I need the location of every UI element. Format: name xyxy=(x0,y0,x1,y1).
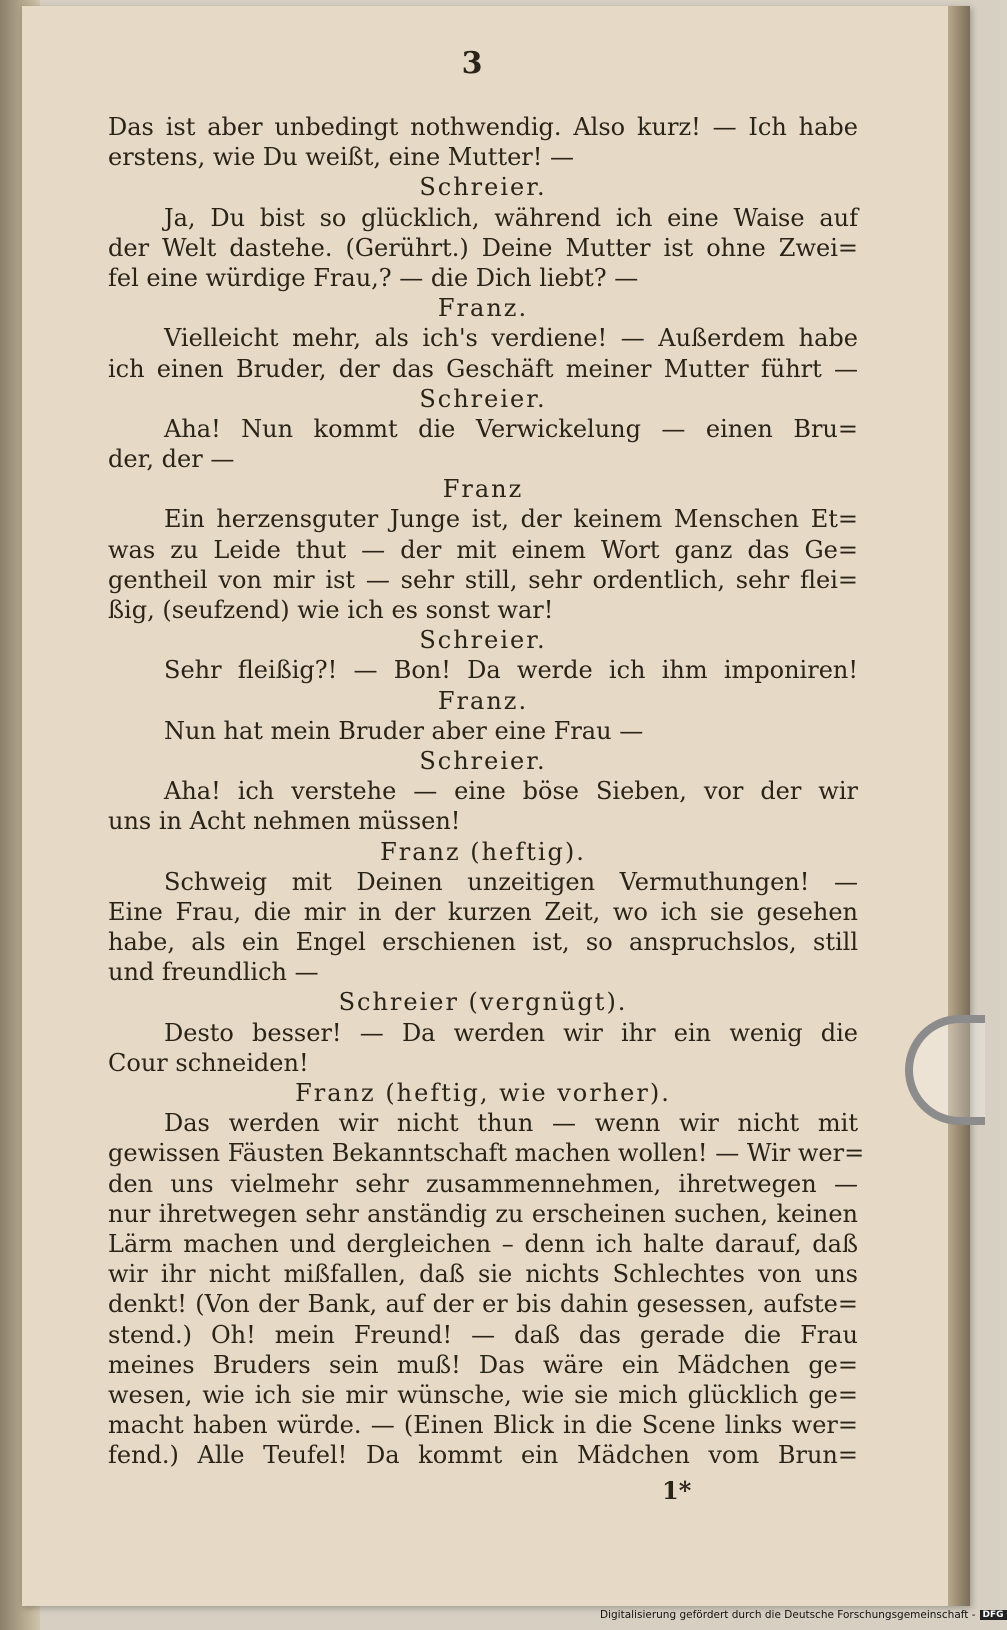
text-line: und freundlich — xyxy=(108,958,319,987)
text-line: Das werden wir nicht thun — wenn wir nicht mit xyxy=(164,1109,858,1138)
speaker-name: Franz xyxy=(442,475,524,504)
speaker-name: Schreier. xyxy=(419,746,547,775)
page-edge xyxy=(948,6,970,1606)
text-line: wir ihr nicht mißfallen, daß sie nichts Schlechtes von uns xyxy=(108,1260,858,1289)
text-line: gewissen Fäusten Bekanntschaft machen wollen! — Wir wer= xyxy=(108,1139,865,1168)
text-line: Desto besser! — Da werden wir ihr ein wenig die xyxy=(164,1018,858,1047)
text-line: Sehr fleißig?! — Bon! Da werde ich ihm imponiren! xyxy=(164,656,858,685)
speaker-name: Franz. xyxy=(437,686,529,715)
text-line: ßig, (seufzend) wie ich es sonst war! xyxy=(108,596,554,624)
book-page xyxy=(22,6,970,1606)
page-text-block xyxy=(108,112,865,1470)
speaker-name: Franz (heftig, wie vorher). xyxy=(295,1079,671,1107)
text-line: Aha! ich verstehe — eine böse Sieben, vor der wir xyxy=(164,777,858,806)
digitization-credit xyxy=(600,1609,1004,1627)
text-line: der, der — xyxy=(108,445,235,474)
speaker-name: Schreier (vergnügt). xyxy=(338,988,628,1017)
text-line: denkt! (Von der Bank, auf der er bis dahin gesessen, aufste= xyxy=(108,1290,858,1319)
text-line: Lärm machen und dergleichen – denn ich halte darauf, daß xyxy=(108,1229,858,1258)
speaker-name: Schreier. xyxy=(419,626,547,655)
text-line: wesen, wie ich sie mir wünsche, wie sie mich glücklich ge= xyxy=(108,1380,858,1409)
text-line: habe, als ein Engel erschienen ist, so anspruchslos, still xyxy=(108,928,858,957)
text-line: fel eine würdige Frau,? — die Dich liebt? — xyxy=(108,263,639,292)
text-line: nur ihretwegen sehr anständig zu erscheinen suchen, keinen xyxy=(108,1199,858,1228)
text-line: Eine Frau, die mir in der kurzen Zeit, wo ich sie gesehen xyxy=(108,897,858,926)
signature-mark: 1* xyxy=(662,1476,692,1505)
text-line: Ein herzensguter Junge ist, der keinem Menschen Et= xyxy=(164,505,858,534)
text-line: der Welt dastehe. (Gerührt.) Deine Mutter ist ohne Zwei= xyxy=(108,233,858,262)
text-line: fend.) Alle Teufel! Da kommt ein Mädchen vom Brun= xyxy=(108,1441,858,1470)
text-line: den uns vielmehr sehr zusammennehmen, ihretwegen — xyxy=(108,1169,858,1198)
text-line: Nun hat mein Bruder aber eine Frau — xyxy=(164,716,644,745)
text-line: Cour schneiden! xyxy=(108,1048,309,1077)
speaker-name: Franz. xyxy=(437,294,529,323)
text-line: Vielleicht mehr, als ich's verdiene! — Außerdem habe xyxy=(164,324,858,353)
text-line: uns in Acht nehmen müssen! xyxy=(108,807,461,836)
credit-text: Digitalisierung gefördert durch die Deutsche Forschungsgemeinschaft - xyxy=(600,1609,976,1621)
text-line: erstens, wie Du weißt, eine Mutter! — xyxy=(108,143,575,172)
page-number: 3 xyxy=(461,46,483,81)
text-line: Das ist aber unbedingt nothwendig. Also kurz! — Ich habe xyxy=(108,113,858,141)
speaker-name: Schreier. xyxy=(419,384,547,413)
dfg-logo-icon: DFG xyxy=(980,1610,1007,1620)
speaker-name: Schreier. xyxy=(419,173,547,202)
text-line: ich einen Bruder, der das Geschäft meiner Mutter führt — xyxy=(108,354,858,383)
text-line: macht haben würde. — (Einen Blick in die Scene links wer= xyxy=(108,1411,858,1440)
text-line: Aha! Nun kommt die Verwickelung — einen Bru= xyxy=(164,414,858,443)
text-line: stend.) Oh! mein Freund! — daß das gerade die Frau xyxy=(108,1320,858,1349)
text-line: meines Bruders sein muß! Das wäre ein Mädchen ge= xyxy=(108,1350,858,1379)
text-line: Ja, Du bist so glücklich, während ich eine Waise auf xyxy=(164,203,858,232)
text-line: was zu Leide thut — der mit einem Wort ganz das Ge= xyxy=(108,535,858,564)
speaker-name: Franz (heftig). xyxy=(380,837,586,866)
text-line: Schweig mit Deinen unzeitigen Vermuthungen! — xyxy=(164,867,858,896)
text-line: gentheil von mir ist — sehr still, sehr ordentlich, sehr flei= xyxy=(108,565,858,594)
